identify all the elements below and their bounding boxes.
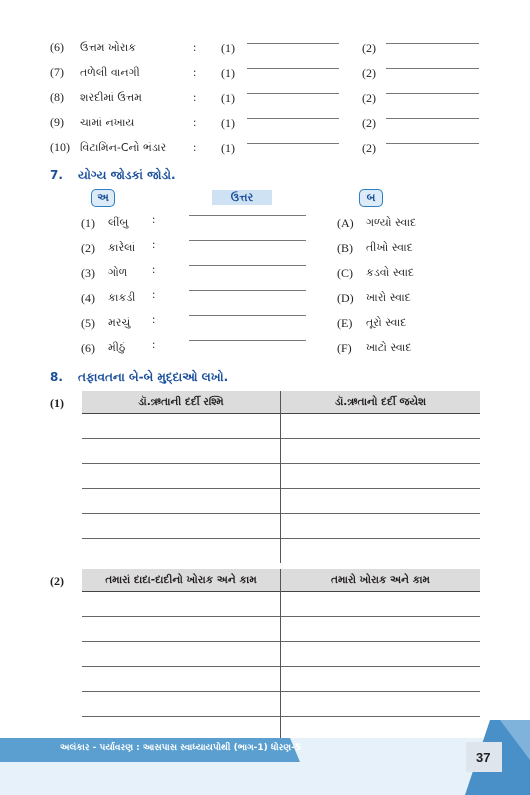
row-number: (6): [50, 40, 64, 54]
table-row: [82, 439, 480, 464]
answer-1-label: (1): [221, 91, 235, 105]
table-cell[interactable]: [281, 539, 481, 564]
answer-1-label: (1): [221, 116, 235, 130]
row-label: ઉત્તમ ખોરાક: [80, 41, 136, 54]
table-cell[interactable]: [82, 514, 281, 539]
row-label: વિટામિન-Cનો ભંડાર: [80, 141, 167, 154]
match-right-letter: (D): [337, 291, 354, 305]
page-number: 37: [476, 750, 491, 765]
answer-2-label: (2): [362, 141, 376, 155]
table-cell[interactable]: [281, 414, 481, 439]
question-7-number: 7.: [50, 168, 63, 182]
table-row: [82, 692, 480, 717]
match-right-label: તીખો સ્વાદ: [366, 241, 413, 254]
match-right-label: ખારો સ્વાદ: [366, 291, 411, 304]
match-left-number: (1): [81, 216, 95, 230]
table-cell[interactable]: [281, 592, 481, 617]
answer-1-label: (1): [221, 141, 235, 155]
answer-2-label: (2): [362, 116, 376, 130]
table-cell[interactable]: [82, 592, 281, 617]
table-row: [82, 592, 480, 617]
table-row: [82, 539, 480, 564]
answer-2-line[interactable]: [386, 143, 479, 144]
table-2-number: (2): [50, 574, 64, 588]
match-left-label: કારેલાં: [108, 241, 136, 254]
answer-1-line[interactable]: [247, 143, 339, 144]
row-number: (9): [50, 115, 64, 129]
table-cell[interactable]: [82, 692, 281, 717]
row-label: શરદીમાં ઉત્તમ: [80, 91, 142, 104]
colon: :: [193, 65, 197, 79]
table-1-number: (1): [50, 396, 64, 410]
table-row: [82, 667, 480, 692]
table-cell[interactable]: [82, 464, 281, 489]
answer-1-label: (1): [221, 41, 235, 55]
match-right-letter: (F): [337, 341, 352, 355]
answer-2-label: (2): [362, 41, 376, 55]
table-1-col1-header: ડૉ.ઋતાની દર્દી રશ્મિ: [82, 391, 281, 414]
table-cell[interactable]: [281, 667, 481, 692]
table-row: [82, 489, 480, 514]
question-8-number: 8.: [50, 370, 63, 384]
table-row: [82, 514, 480, 539]
question-7-title: યોગ્ય જોડકાં જોડો.: [78, 168, 176, 182]
colon: :: [152, 237, 156, 251]
table-2-col1-header: તમારાં દાદા-દાદીનો ખોરાક અને કામ: [82, 569, 281, 592]
table-cell[interactable]: [82, 489, 281, 514]
match-right-label: ખાટો સ્વાદ: [366, 341, 412, 354]
column-b-badge: બ: [359, 189, 383, 207]
table-cell[interactable]: [281, 439, 481, 464]
answer-column-header: ઉત્તર: [212, 190, 272, 205]
match-left-label: કાકડી: [108, 291, 136, 304]
answer-2-line[interactable]: [386, 43, 479, 44]
column-a-badge: અ: [91, 189, 115, 207]
match-left-number: (2): [81, 241, 95, 255]
table-cell[interactable]: [281, 617, 481, 642]
match-answer-line[interactable]: [189, 340, 306, 341]
answer-2-line[interactable]: [386, 118, 479, 119]
match-left-label: ગોળ: [108, 266, 128, 279]
colon: :: [152, 287, 156, 301]
colon: :: [193, 140, 197, 154]
table-cell[interactable]: [82, 414, 281, 439]
match-left-label: લીંબુ: [108, 216, 129, 229]
match-right-label: ગળ્યો સ્વાદ: [366, 216, 417, 229]
table-cell[interactable]: [281, 464, 481, 489]
answer-2-line[interactable]: [386, 68, 479, 69]
table-row: [82, 642, 480, 667]
match-left-number: (5): [81, 316, 95, 330]
comparison-table-1: [82, 391, 480, 563]
table-cell[interactable]: [281, 514, 481, 539]
match-right-letter: (A): [337, 216, 354, 230]
answer-2-label: (2): [362, 91, 376, 105]
answer-1-line[interactable]: [247, 43, 339, 44]
table-row: [82, 414, 480, 439]
row-label: તળેલી વાનગી: [80, 66, 140, 79]
answer-2-label: (2): [362, 66, 376, 80]
match-answer-line[interactable]: [189, 215, 306, 216]
match-left-number: (6): [81, 341, 95, 355]
answer-1-line[interactable]: [247, 68, 339, 69]
colon: :: [193, 90, 197, 104]
match-answer-line[interactable]: [189, 265, 306, 266]
table-cell[interactable]: [281, 489, 481, 514]
table-cell[interactable]: [82, 667, 281, 692]
row-number: (7): [50, 65, 64, 79]
colon: :: [193, 40, 197, 54]
match-right-letter: (B): [337, 241, 353, 255]
match-right-letter: (E): [337, 316, 353, 330]
match-left-label: મરચું: [108, 316, 131, 329]
answer-2-line[interactable]: [386, 93, 479, 94]
table-row: [82, 617, 480, 642]
table-cell[interactable]: [82, 642, 281, 667]
match-answer-line[interactable]: [189, 240, 306, 241]
row-number: (10): [50, 140, 70, 154]
colon: :: [193, 115, 197, 129]
table-1-col2-header: ડૉ.ઋતાનો દર્દી જયેશ: [281, 391, 481, 414]
colon: :: [152, 212, 156, 226]
match-answer-line[interactable]: [189, 290, 306, 291]
comparison-table-2: [82, 569, 480, 741]
match-left-number: (3): [81, 266, 95, 280]
row-number: (8): [50, 90, 64, 104]
answer-1-label: (1): [221, 66, 235, 80]
table-cell[interactable]: [82, 439, 281, 464]
table-row: [82, 464, 480, 489]
colon: :: [152, 337, 156, 351]
match-left-label: મીઠું: [108, 341, 126, 354]
colon: :: [152, 312, 156, 326]
match-right-label: તૂરો સ્વાદ: [366, 316, 407, 329]
table-cell[interactable]: [82, 539, 281, 564]
match-left-number: (4): [81, 291, 95, 305]
table-cell[interactable]: [82, 617, 281, 642]
answer-1-line[interactable]: [247, 93, 339, 94]
row-label: ચામાં નખાય: [80, 116, 135, 129]
footer-book-title: અલંકાર - પર્યાવરણ : આસપાસ સ્વાધ્યાયપોથી (ભાગ-1) ધોરણ-5: [60, 743, 302, 753]
match-answer-line[interactable]: [189, 315, 306, 316]
table-cell[interactable]: [281, 642, 481, 667]
question-8-title: તફાવતના બે-બે મુદ્દાઓ લખો.: [78, 370, 229, 384]
match-right-label: કડવો સ્વાદ: [366, 266, 415, 279]
table-2-col2-header: તમારો ખોરાક અને કામ: [281, 569, 481, 592]
answer-1-line[interactable]: [247, 118, 339, 119]
table-cell[interactable]: [281, 692, 481, 717]
colon: :: [152, 262, 156, 276]
match-right-letter: (C): [337, 266, 353, 280]
